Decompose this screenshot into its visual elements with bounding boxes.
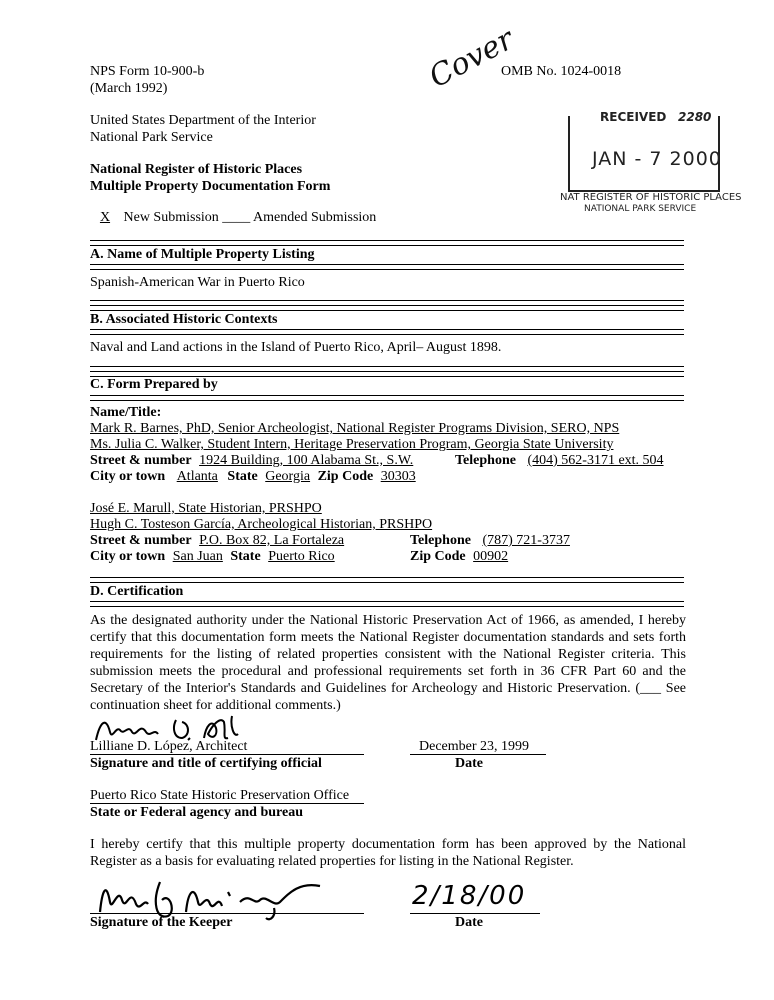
received-stamp: [548, 98, 742, 218]
divider: [90, 264, 684, 270]
divider: [90, 329, 684, 335]
preparer-2: Ms. Julia C. Walker, Student Intern, Heritage Preservation Program, Georgia State University: [90, 437, 614, 452]
divider: [90, 240, 684, 246]
keeper-date-label: Date: [455, 915, 483, 930]
divider: [90, 305, 684, 311]
street-row-1: [90, 453, 413, 469]
form-date: (March 1992): [90, 81, 168, 96]
keeper-date-line: [410, 913, 540, 914]
stamp-number: 2280: [678, 110, 712, 124]
telephone-label: Telephone: [455, 453, 516, 468]
street-row-2: [90, 533, 344, 549]
department: United States Department of the Interior: [90, 113, 316, 128]
signature-label: Signature and title of certifying official: [90, 756, 322, 771]
state-label: State: [230, 549, 261, 564]
form-number: NPS Form 10-900-b: [90, 64, 205, 79]
amended-submission-label: Amended Submission: [253, 210, 377, 225]
amended-submission-checkbox[interactable]: ____: [222, 210, 251, 225]
state-value-1: Georgia: [265, 469, 311, 484]
approval-paragraph: I hereby certify that this multiple property documentation form has been approved by the National Register as a basis for evaluating related properties for listing in the National Register.: [90, 837, 686, 869]
certifier-name: Lilliane D. López, Architect: [90, 739, 248, 754]
handwritten-cover-note: Cover: [423, 21, 520, 96]
divider: [90, 395, 684, 401]
agency: National Park Service: [90, 130, 213, 145]
preparer-1: Mark R. Barnes, PhD, Senior Archeologist, National Register Programs Division, SERO, NPS: [90, 421, 620, 436]
telephone-row-2: [410, 533, 570, 549]
section-b-heading: B. Associated Historic Contexts: [90, 312, 278, 327]
city-row-2: [90, 549, 335, 565]
stamp-date: JAN - 7 2000: [592, 148, 722, 170]
divider: [90, 366, 684, 367]
submission-type: [90, 210, 376, 226]
zip-value-1: 30303: [380, 469, 416, 484]
preparer-3: José E. Marull, State Historian, PRSHPO: [90, 501, 322, 516]
telephone-label: Telephone: [410, 533, 471, 548]
city-value-1: Atlanta: [176, 469, 218, 484]
state-label: State: [227, 469, 258, 484]
divider: [90, 300, 684, 301]
section-c-heading: C. Form Prepared by: [90, 377, 218, 392]
certification-date: December 23, 1999: [419, 739, 530, 754]
keeper-approval-date: 2/18/00: [412, 881, 527, 911]
street-label: Street & number: [90, 453, 192, 468]
preparer-4: Hugh C. Tosteson García, Archeological Historian, PRSHPO: [90, 517, 433, 532]
form-title-2: Multiple Property Documentation Form: [90, 179, 331, 194]
street-label: Street & number: [90, 533, 192, 548]
divider: [90, 601, 684, 607]
city-value-2: San Juan: [172, 549, 223, 564]
keeper-signature-line: [90, 913, 364, 914]
state-value-2: Puerto Rico: [268, 549, 335, 564]
zip-value-2: 00902: [473, 549, 509, 564]
street-value-2: P.O. Box 82, La Fortaleza: [199, 533, 345, 548]
section-d-heading: D. Certification: [90, 584, 184, 599]
telephone-value-2: (787) 721-3737: [482, 533, 570, 548]
zip-row-2: [410, 549, 508, 565]
historic-contexts: Naval and Land actions in the Island of Puerto Rico, April– August 1898.: [90, 340, 502, 355]
date-label: Date: [455, 756, 483, 771]
date-line: [410, 754, 546, 755]
section-a-heading: A. Name of Multiple Property Listing: [90, 247, 315, 262]
city-label: City or town: [90, 549, 166, 564]
telephone-row-1: [455, 453, 664, 469]
stamp-line-1: NAT REGISTER OF HISTORIC PLACES: [560, 192, 742, 203]
street-value-1: 1924 Building, 100 Alabama St., S.W.: [199, 453, 414, 468]
signature-line: [90, 754, 364, 755]
city-label: City or town: [90, 469, 166, 484]
zip-label: Zip Code: [410, 549, 466, 564]
city-row-1: [90, 469, 416, 485]
property-listing-name: Spanish-American War in Puerto Rico: [90, 275, 305, 290]
name-title-label: Name/Title:: [90, 405, 162, 420]
omb-number: OMB No. 1024-0018: [501, 64, 622, 79]
new-submission-checkbox[interactable]: X: [99, 210, 111, 225]
certifying-agency: Puerto Rico State Historic Preservation Office: [90, 788, 350, 803]
stamp-received: RECEIVED: [600, 110, 667, 124]
stamp-line-2: NATIONAL PARK SERVICE: [584, 204, 697, 214]
agency-line: [90, 803, 364, 804]
agency-label: State or Federal agency and bureau: [90, 805, 303, 820]
divider: [90, 577, 684, 583]
zip-label: Zip Code: [317, 469, 374, 484]
keeper-signature-label: Signature of the Keeper: [90, 915, 233, 930]
telephone-value-1: (404) 562-3171 ext. 504: [527, 453, 664, 468]
new-submission-label: New Submission: [123, 210, 219, 225]
certification-paragraph: As the designated authority under the National Historic Preservation Act of 1966, as amended, I hereby certify that this documentation form meets the National Register documentation standards and sets forth requirements for the listing of related properties consistent with the National Register criteria. This submission meets the procedural and professional requirements set forth in 36 CFR Part 60 and the Secretary of the Interior's Standards and Guidelines for Archeology and Historic Preservation. (___ See continuation sheet for additional comments.): [90, 613, 686, 713]
form-title-1: National Register of Historic Places: [90, 162, 303, 177]
